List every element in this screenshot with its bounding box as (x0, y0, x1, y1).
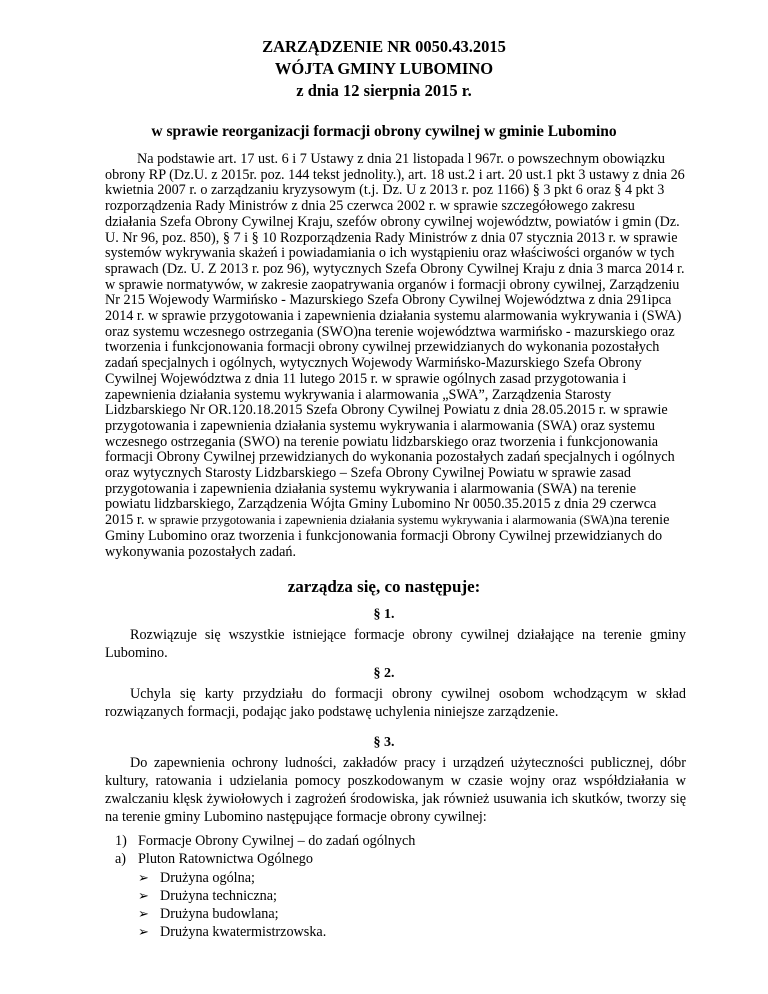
date-heading: z dnia 12 sierpnia 2015 r. (296, 81, 472, 100)
preamble-main-text: Na podstawie art. 17 ust. 6 i 7 Ustawy z dnia 21 listopada l 967r. o powszechnym obowiązku obrony RP (Dz.U. z 2015r. poz. 144 tekst jednolity.), art. 18 ust.2 i art. 20 ust.1 pkt 3 ustawy z dnia 26 kwietnia 2007 r. o zarządzaniu kryzysowym (t.j. Dz. U z 2013 r. poz 1166) § 3 pkt 6 oraz § 4 pkt 3 rozporządzenia Rady Ministrów z dnia 25 czerwca 2002 r. w sprawie szczegółowego zakresu działania Szefa Obrony Cywilnej Kraju, szefów obrony cywilnej województw, powiatów i gmin (Dz. U. Nr 96, poz. 850), § 7 i § 10 Rozporządzenia Rady Ministrów z dnia 07 stycznia 2013 r. w sprawie systemów wykrywania skażeń i powiadamiania o ich wystąpieniu oraz właściwości organów w tych sprawach (Dz. U. Z 2013 r. poz 96), wytycznych Szefa Obrony Cywilnej Kraju z dnia 3 marca 2014 r. w sprawie normatywów, w zakresie zaopatrywania organów i formacji obrony cywilnej, Zarządzeniu Nr 215 Wojewody Warmińsko - Mazurskiego Szefa Obrony Cywilnej Województwa z dnia 291ipca 2014 r. w sprawie przygotowania i zapewnienia działania systemu alarmowania wykrywania i (SWA) oraz systemu wczesnego ostrzegania (SWO)na terenie województwa warmińsko - mazurskiego oraz tworzenia i funkcjonowania formacji obrony cywilnej przewidzianych do wykonania pozostałych zadań specjalnych i ogólnych, wytycznych Wojewody Warmińsko-Mazurskiego Szefa Obrony Cywilnej Województwa z dnia 11 lutego 2015 r. w sprawie ogólnych zasad przygotowania i zapewnienia działania systemu wykrywania i alarmowania „SWA”, Zarządzenia Starosty Lidzbarskiego Nr OR.120.18.2015 Szefa Obrony Cywilnej Powiatu z dnia 28.05.2015 r. w sprawie przygotowania i zapewnienia działania systemu wykrywania i alarmowania (SWA) oraz systemu wczesnego ostrzegania (SWO) na terenie powiatu lidzbarskiego oraz tworzenia i funkcjonowania formacji Obrony Cywilnej przewidzianych do wykonania pozostałych zadań specjalnych i ogólnych oraz wytycznych Starosty Lidzbarskiego – Szefa Obrony Cywilnej Powiatu w sprawie zasad przygotowania i zapewnienia działania systemu wykrywania i alarmowania (SWA) na terenie powiatu lidzbarskiego, Zarządzenia Wójta Gminy Lubomino Nr 0050.35.2015 z dnia 29 czerwca 2015 r. (105, 151, 685, 529)
paragraph-3-text: Do zapewnienia ochrony ludności, zakładów pracy i urządzeń użyteczności publicznej, dóbr kultury, ratowania i udzielania pomocy poszkodowanym w czasie wojny oraz współdziałania w zwalczaniu klęsk żywiołowych i zagrożeń środowiska, jak również usuwania ich skutków, tworzy się na terenie gminy Lubomino następujące formacje obrony cywilnej: (105, 755, 686, 825)
list-item (105, 905, 686, 923)
list-item (105, 923, 686, 941)
issuer-heading: WÓJTA GMINY LUBOMINO (274, 59, 494, 78)
list-item-marker: 1) (115, 833, 127, 849)
list-item-text: Pluton Ratownictwa Ogólnego (138, 851, 313, 868)
paragraph-2-number: § 2. (373, 666, 395, 681)
arrow-bullet-icon: ➢ (138, 906, 149, 922)
list-item-text: Formacje Obrony Cywilnej – do zadań ogólnych (138, 833, 416, 849)
list-item-text: Drużyna kwatermistrzowska. (160, 924, 327, 941)
legal-basis-preamble (105, 152, 685, 560)
arrow-bullet-icon: ➢ (138, 887, 149, 903)
list-item-marker: a) (115, 851, 127, 868)
arrow-bullet-icon: ➢ (138, 869, 149, 885)
preamble-tail-text: na terenie Gminy Lubomino oraz tworzenia i funkcjonowania formacji Obrony Cywilnej przewidzianych do wykonywania pozostałych zadań. (105, 512, 670, 560)
decree-number-heading: ZARZĄDZENIE NR 0050.43.2015 (262, 37, 506, 56)
paragraph-3-number: § 3. (373, 735, 395, 750)
paragraph-2-text: Uchyla się karty przydziału do formacji obrony cywilnej osobom wchodzącym w skład rozwiązanych formacji, podając jako podstawę uchylenia niniejsze zarządzenie. (105, 686, 686, 720)
arrow-bullet-icon: ➢ (138, 924, 149, 940)
list-item-text: Drużyna ogólna; (160, 869, 255, 886)
list-item (105, 869, 686, 887)
subject-heading: w sprawie reorganizacji formacji obrony cywilnej w gminie Lubomino (151, 123, 617, 140)
paragraph-1-number: § 1. (373, 607, 395, 622)
paragraph-1-text: Rozwiązuje się wszystkie istniejące formacje obrony cywilnej działające na terenie gminy Lubomino. (105, 627, 686, 661)
list-item (105, 850, 686, 868)
list-item-text: Drużyna techniczna; (160, 887, 277, 904)
list-item (105, 887, 686, 905)
decree-formula: zarządza się, co następuje: (287, 577, 481, 596)
list-item (105, 832, 686, 850)
formations-list (105, 832, 686, 942)
preamble-small-text: w sprawie przygotowania i zapewnienia działania systemu wykrywania i alarmowania (SWA) (147, 513, 614, 528)
list-item-text: Drużyna budowlana; (160, 906, 279, 923)
